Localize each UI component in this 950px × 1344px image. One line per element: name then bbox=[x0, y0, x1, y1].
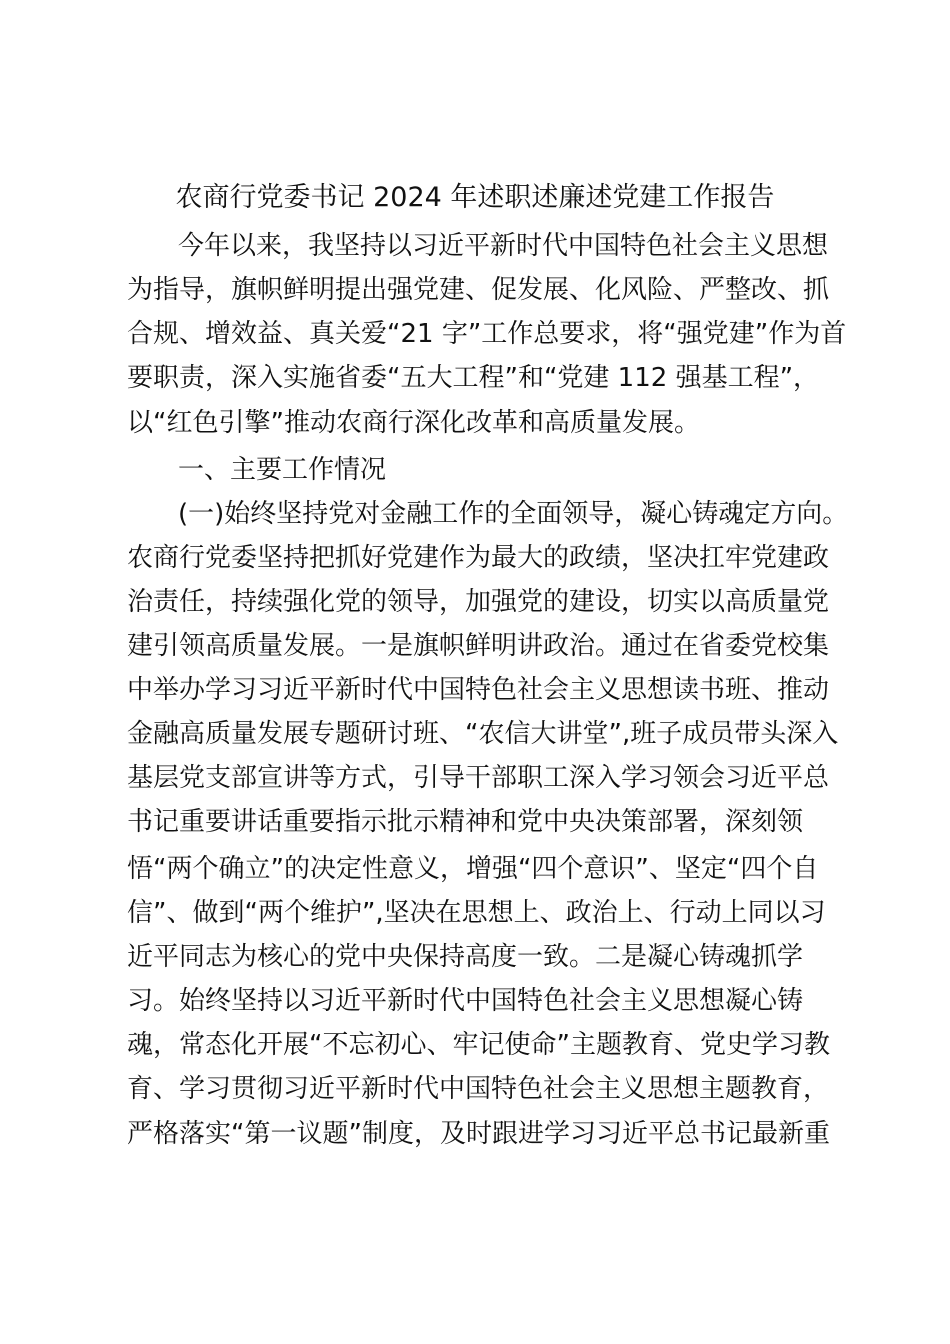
paragraph-line: 悟“两个确立”的决定性意义，增强“四个意识”、坚定“四个自 bbox=[127, 854, 819, 884]
paragraph-line: 信”、做到“两个维护”,坚决在思想上、政治上、行动上同以习 bbox=[127, 898, 826, 928]
paragraph-line: 育、学习贯彻习近平新时代中国特色社会主义思想主题教育， bbox=[127, 1074, 830, 1104]
paragraph-line: 习。始终坚持以习近平新时代中国特色社会主义思想凝心铸 bbox=[127, 986, 804, 1016]
subsection-heading: (一)始终坚持党对金融工作的全面领导，凝心铸魂定方向。 bbox=[178, 499, 849, 529]
paragraph-line: 基层党支部宣讲等方式，引导干部职工深入学习领会习近平总 bbox=[127, 763, 830, 793]
paragraph-line: 合规、增效益、真关爱“21 字”工作总要求，将“强党建”作为首 bbox=[127, 319, 847, 349]
paragraph-line: 书记重要讲话重要指示批示精神和党中央决策部署，深刻领 bbox=[127, 807, 804, 837]
section-heading: 一、主要工作情况 bbox=[178, 455, 387, 485]
paragraph-line: 建引领高质量发展。一是旗帜鲜明讲政治。通过在省委党校集 bbox=[127, 631, 830, 661]
paragraph-line: 治责任，持续强化党的领导，加强党的建设，切实以高质量党 bbox=[127, 587, 830, 617]
paragraph-line: 魂，常态化开展“不忘初心、牢记使命”主题教育、党史学习教 bbox=[127, 1030, 830, 1060]
paragraph-line: 以“红色引擎”推动农商行深化改革和高质量发展。 bbox=[127, 408, 700, 438]
paragraph-line: 近平同志为核心的党中央保持高度一致。二是凝心铸魂抓学 bbox=[127, 942, 804, 972]
document-title: 农商行党委书记 2024 年述职述廉述党建工作报告 bbox=[175, 182, 775, 213]
paragraph-line: 今年以来，我坚持以习近平新时代中国特色社会主义思想 bbox=[178, 231, 829, 261]
paragraph-line: 为指导，旗帜鲜明提出强党建、促发展、化风险、严整改、抓 bbox=[127, 275, 830, 305]
paragraph-line: 要职责，深入实施省委“五大工程”和“党建 112 强基工程”， bbox=[127, 363, 820, 393]
paragraph-line: 农商行党委坚持把抓好党建作为最大的政绩，坚决扛牢党建政 bbox=[127, 543, 830, 573]
paragraph-line: 中举办学习习近平新时代中国特色社会主义思想读书班、推动 bbox=[127, 675, 830, 705]
paragraph-line: 严格落实“第一议题”制度，及时跟进学习习近平总书记最新重 bbox=[127, 1119, 830, 1149]
paragraph-line: 金融高质量发展专题研讨班、“农信大讲堂”,班子成员带头深入 bbox=[127, 719, 839, 749]
